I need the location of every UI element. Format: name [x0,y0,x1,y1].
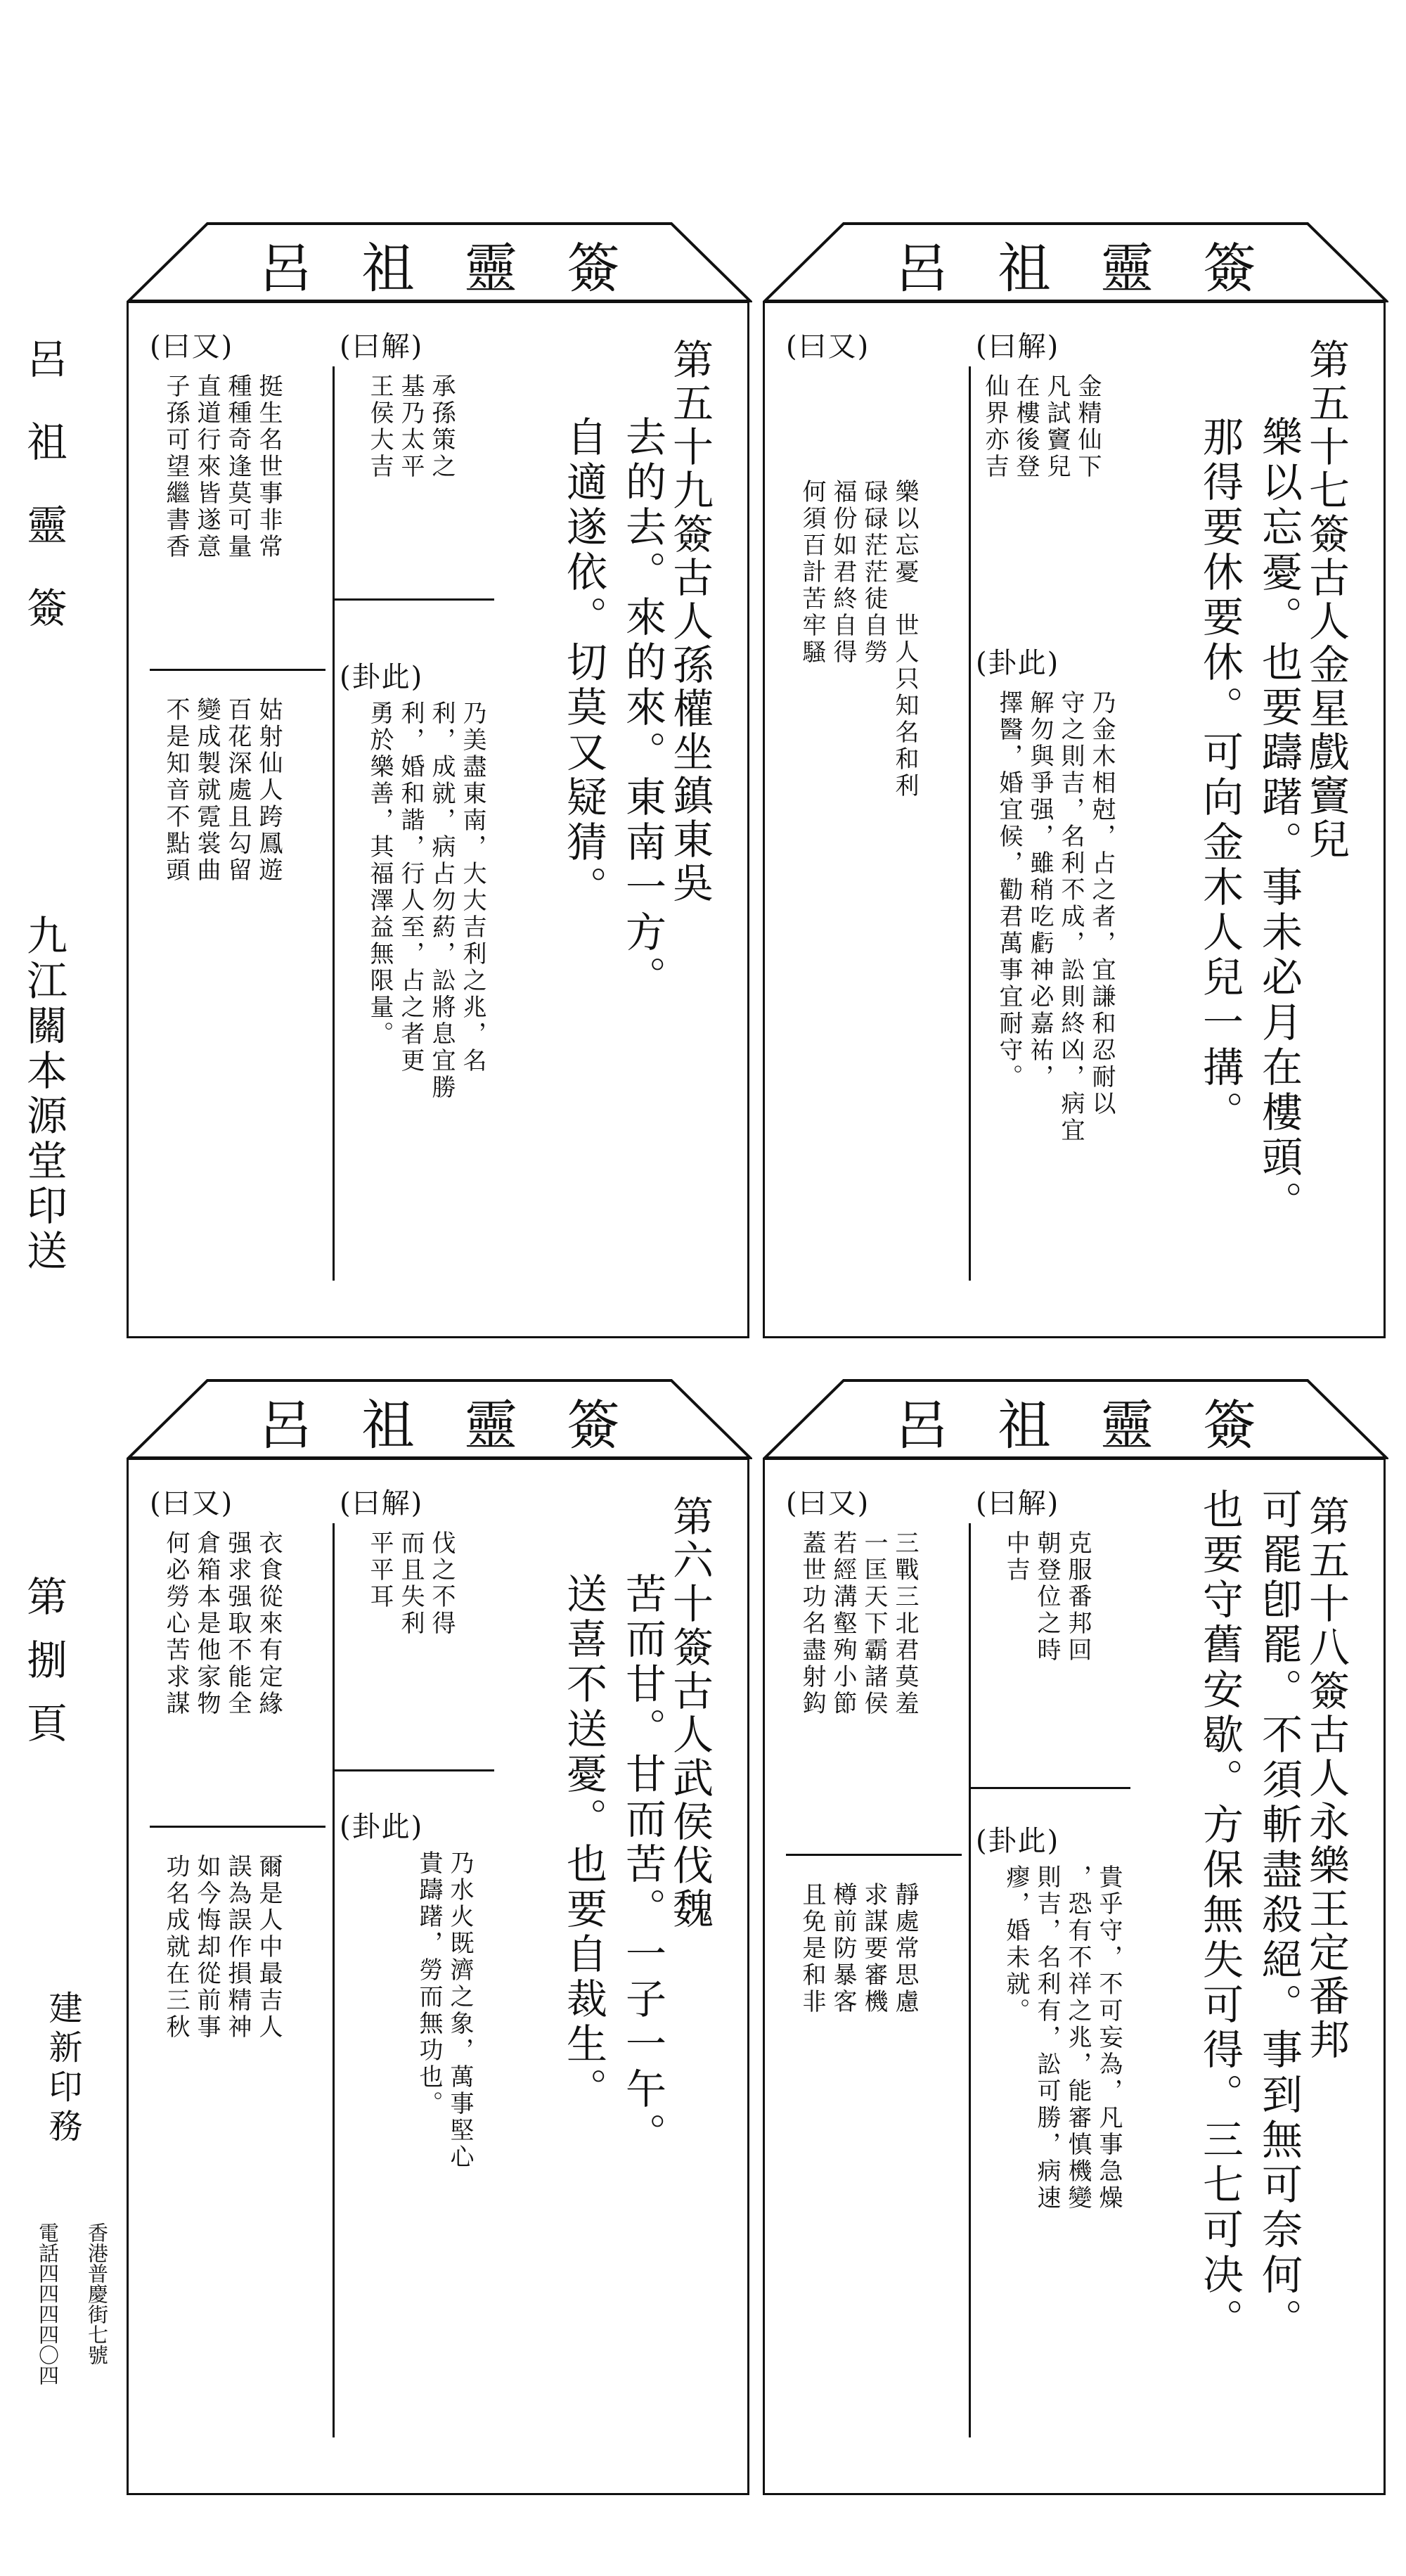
jie-line: 在樓後登 [1012,373,1040,480]
poem-line: 送喜不送憂。也要自裁生。 [560,1572,607,2113]
gua-label: (卦此) [976,647,1060,679]
margin-title: 呂祖靈簽 [20,338,67,669]
divider-line [333,366,335,1281]
slip-body [763,301,1386,1338]
you-line: 爾是人中最吉人 [254,1854,283,2041]
poem-line: 自適遂依。切莫又疑猜。 [560,416,607,911]
poem-line: 也要守舊安歇。方保無失可得。三七可决。 [1196,1488,1244,2343]
divider-line [333,598,494,601]
gua-text [990,690,1114,1144]
you-line: 樂以忘憂 世人只知名和利 [891,479,919,800]
gua-line: 守之則吉，名利不成，訟則終凶，病宜 [1057,690,1085,1144]
slip-title: 呂祖靈簽 [895,1393,1305,1456]
you-text-a [157,1530,283,1717]
you-text-a [793,1530,917,1717]
slip-header [127,1378,752,1459]
slip-poem [1181,416,1303,1226]
slip-heading: 第五十八簽古人永樂王定番邦 [1302,1495,1350,2062]
you-line: 直道行來皆遂意 [193,373,221,560]
gua-line: 勇於樂善，其福澤益無限量。 [366,700,394,1048]
jie-text [997,1530,1090,1664]
you-line: 挺生名世事非常 [254,373,283,560]
you-label: (曰又) [150,331,234,363]
jie-label: (曰解) [340,1487,424,1520]
gua-line: ，恐有不祥之兆，能審慎機變 [1064,1864,1092,2212]
you-line: 誤為誤作損精神 [224,1854,252,2041]
you-line: 種種奇逢莫可量 [224,373,252,560]
you-line: 樽前防暴客 [829,1882,857,2016]
you-label: (曰又) [150,1487,234,1520]
gua-line: 擇醫，婚宜候，勸君萬事宜耐守。 [995,690,1023,1091]
you-line: 子孫可望繼書香 [162,373,190,560]
gua-line: 貴乎守，不可妄為，凡事急燥 [1095,1864,1123,2212]
you-line: 姑射仙人跨鳳遊 [254,697,283,884]
gua-text [410,1850,472,2171]
gua-line: 乃美盡東南，大大吉利之兆，名 [458,700,486,1075]
jie-line: 凡試竇兒 [1043,373,1071,480]
jie-line: 仙界亦吉 [981,373,1009,480]
gua-line: 解勿與爭强，雖稍吃虧神必嘉祐， [1026,690,1054,1091]
you-line: 變成製就霓裳曲 [193,697,221,884]
gua-line: 乃水火既濟之象，萬事堅心 [446,1850,474,2171]
divider-line [786,1854,962,1856]
you-text-a [157,373,283,560]
slip-58 [763,1378,1388,2497]
jie-label: (曰解) [340,331,424,363]
you-line: 功名成就在三秋 [162,1854,190,2041]
slip-title: 呂祖靈簽 [895,236,1305,300]
you-line: 何必勞心苦求謀 [162,1530,190,1717]
you-line: 衣食從來有定緣 [254,1530,283,1717]
printer-name: 建新印務 [43,1990,82,2148]
slip-title: 呂祖靈簽 [259,1393,669,1456]
jie-line: 基乃太平 [396,373,425,480]
poem-line: 那得要休要休。可向金木人兒一搆。 [1196,416,1244,1136]
you-line: 如今悔却從前事 [193,1854,221,2041]
slip-poem [1181,1488,1303,2343]
you-line: 三戰三北君莫羞 [891,1530,919,1717]
gua-line: 利，婚和諧，行人至，占之者更 [396,700,425,1075]
you-line: 若經溝壑殉小節 [829,1530,857,1717]
divider-line [150,1826,325,1828]
you-line: 何須百計苦牢騷 [798,479,826,666]
you-line: 福份如君終自得 [829,479,857,666]
slip-57 [763,222,1388,1340]
jie-line: 金精仙下 [1073,373,1102,480]
slip-header [127,222,752,302]
gua-text [361,700,484,1101]
you-label: (曰又) [786,331,870,363]
jie-label: (曰解) [976,331,1060,363]
slip-body [127,301,749,1338]
page-number: 第捌頁 [20,1575,67,1765]
you-text-b [157,1854,283,2041]
gua-label: (卦此) [340,661,424,693]
jie-text [976,373,1102,480]
slip-60 [127,1378,752,2497]
gua-line: 則吉，名利有，訟可勝，病速 [1033,1864,1061,2212]
you-label: (曰又) [786,1487,870,1520]
slip-header [763,1378,1388,1459]
divider-line [150,669,325,671]
printer-phone: 電話四四四四〇四 [36,2222,60,2385]
slip-heading: 第五十七簽古人金星戲竇兒 [1302,338,1350,861]
poem-line: 苦而甘。甘而苦。一子一午。 [619,1572,666,2158]
slip-title: 呂祖靈簽 [259,236,669,300]
gua-label: (卦此) [976,1825,1060,1857]
jie-text [361,1530,456,1637]
printer-address: 香港普慶街七號 [85,2222,109,2365]
jie-line: 朝登位之時 [1033,1530,1061,1664]
you-line: 倉箱本是他家物 [193,1530,221,1717]
jie-line: 承孫策之 [427,373,456,480]
jie-label: (曰解) [976,1487,1060,1520]
slip-poem [545,416,666,1001]
poem-line: 樂以忘憂。也要躊躇。事未必月在樓頭。 [1255,416,1303,1226]
divider-line [969,1523,971,2437]
you-text-b [157,697,283,884]
gua-line: 貴躊躇，勞而無功也。 [415,1850,443,2117]
jie-line: 中吉 [1002,1530,1030,1584]
jie-line: 王侯大吉 [366,373,394,480]
you-line: 强求强取不能全 [224,1530,252,1717]
poem-line: 可罷卽罷。不須斬盡殺絕。事到無可奈何。 [1255,1488,1303,2343]
jie-line: 克服番邦回 [1064,1530,1092,1664]
divider-line [333,1769,494,1771]
gua-text [997,1864,1121,2212]
you-line: 求謀要審機 [860,1882,888,2016]
jie-line: 伐之不得 [427,1530,456,1637]
divider-line [333,1523,335,2437]
slip-heading: 第六十簽古人武侯伐魏 [666,1495,714,1931]
you-line: 碌碌茫茫徒自勞 [860,479,888,666]
you-line: 蓋世功名盡射鈎 [798,1530,826,1717]
divider-line [969,1787,1130,1789]
slip-59 [127,222,752,1340]
you-line: 百花深處且勾留 [224,697,252,884]
jie-line: 平平耳 [366,1530,394,1610]
you-text [793,479,917,800]
jie-line: 而且失利 [396,1530,425,1637]
margin-publisher: 九江關本源堂印送 [20,914,67,1274]
jie-text [361,373,456,480]
slip-header [763,222,1388,302]
gua-label: (卦此) [340,1811,424,1843]
slip-body [763,1458,1386,2495]
you-line: 且免是和非 [798,1882,826,2016]
slip-body [127,1458,749,2495]
divider-line [969,366,971,1281]
gua-line: 瘳，婚未就。 [1002,1864,1030,2025]
you-line: 不是知音不點頭 [162,697,190,884]
you-text-b [793,1882,917,2016]
gua-line: 利，成就，病占勿葯，訟將息宜勝 [427,700,456,1101]
you-line: 靜處常思慮 [891,1882,919,2016]
poem-line: 去的去。來的來。東南一方。 [619,416,666,1001]
you-line: 一匡天下霸諸侯 [860,1530,888,1717]
slip-poem [545,1572,666,2158]
slip-heading: 第五十九簽古人孫權坐鎮東吳 [666,338,714,905]
gua-line: 乃金木相尅，占之者，宜謙和忍耐以 [1088,690,1116,1117]
